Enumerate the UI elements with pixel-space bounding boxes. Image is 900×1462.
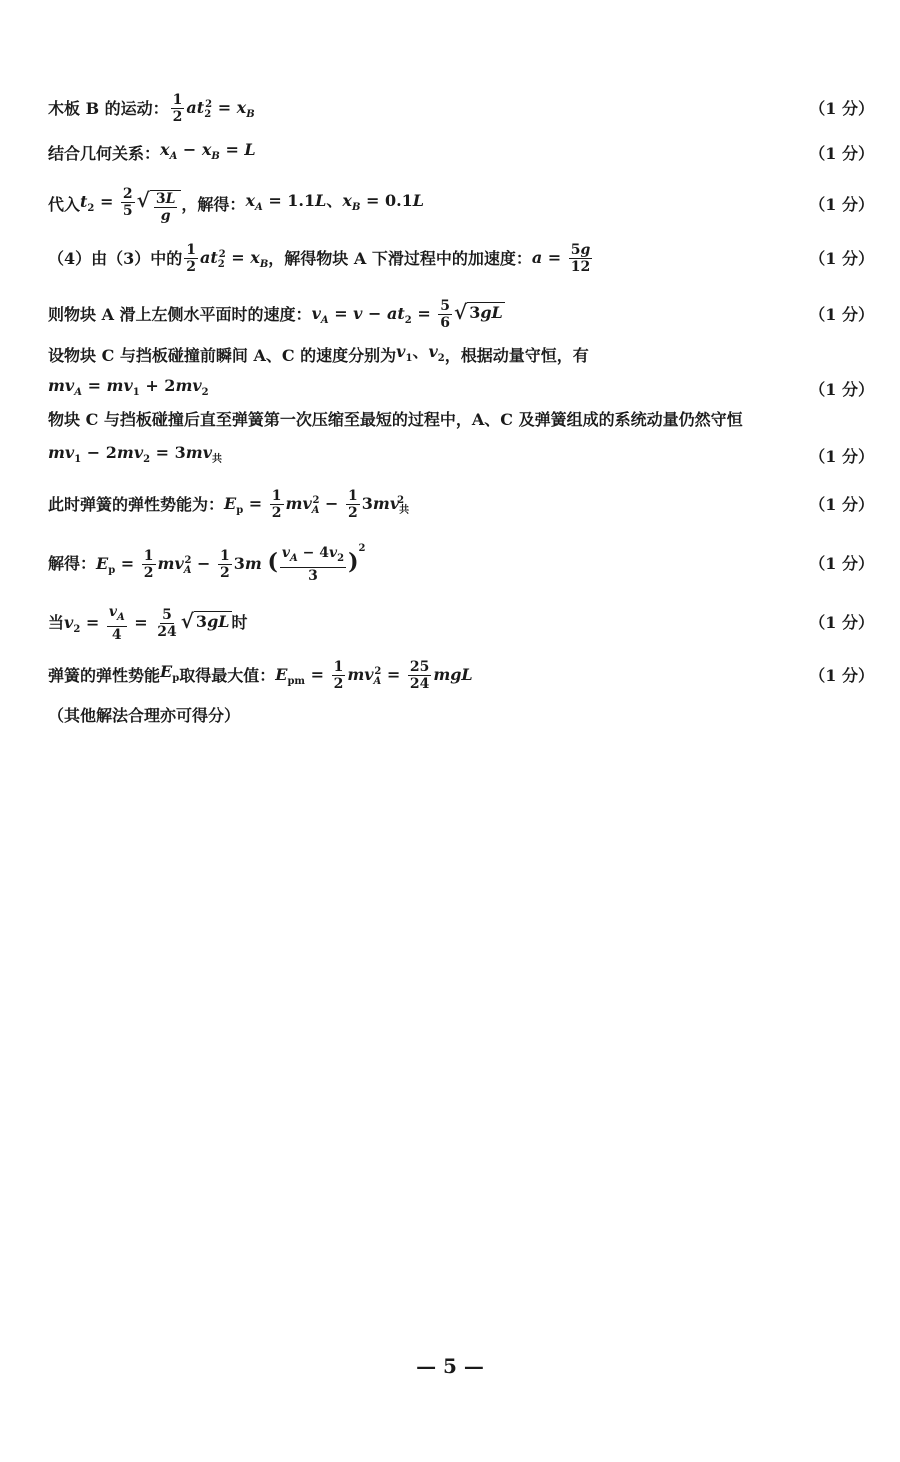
solution-line-10: [48, 488, 874, 521]
solution-line-6: [48, 342, 874, 369]
line-text: 解得：: [48, 554, 97, 574]
line-content: [48, 140, 256, 167]
solution-line-3: [48, 186, 874, 224]
line-text: 弹簧的弹性势能: [48, 665, 161, 685]
line-text: 取得最大值：: [179, 665, 276, 685]
formula: $x_A = 1.1L$、$x_B = 0.1L$: [245, 191, 425, 214]
solution-line-11: [48, 542, 874, 584]
formula: $E_p$ = $\frac{1}{2}$ $mv_A^2$ − $\frac{1}{2}$ $3mv_共^2$: [224, 488, 410, 521]
formula: $E_p$ = $\frac{1}{2}$ $mv_A^2$ − $\frac{1}{2}$ 3m ( $\frac{v_A - 4v_2}{3}$ )$^2$: [96, 542, 366, 584]
solution-line-4: [48, 242, 874, 275]
line-content: [48, 604, 248, 643]
line-text: 结合几何关系：: [48, 143, 161, 163]
score-label: （1 分）: [809, 195, 874, 214]
line-text: 此时弹簧的弹性势能为：: [48, 494, 225, 514]
line-text: 物块 C 与挡板碰撞后直至弹簧第一次压缩至最短的过程中，A、C 及弹簧组成的系统动量仍然守恒: [48, 410, 743, 429]
line-text: 时: [231, 613, 248, 633]
line-content: [48, 659, 473, 692]
formula: $v_A = v - at_2$ = $\frac{5}{6}$ √ 3gL: [311, 298, 503, 331]
formula: $v_2$ = $\frac{v_A}{4}$ = $\frac{5}{24}$ √ 3gL: [64, 604, 230, 643]
line-content: [48, 298, 505, 331]
line-content: [48, 410, 743, 430]
formula: $E_{pm}$ = $\frac{1}{2}$ $mv_A^2$ = $\frac{25}{24}$ mgL: [275, 659, 473, 692]
formula: $mv_A = mv_1 + 2mv_2$: [48, 376, 209, 399]
line-content: [48, 706, 240, 726]
solution-line-14: [48, 706, 874, 726]
score-label: （1 分）: [809, 143, 874, 163]
line-text: 当: [48, 613, 65, 633]
score-label: （1 分）: [809, 665, 874, 685]
solution-line-7: [48, 376, 874, 403]
line-content: [48, 488, 410, 521]
formula: $v_1$、$v_2$: [396, 342, 445, 365]
line-text: ，根据动量守恒，有: [444, 345, 589, 365]
line-text: （其他解法合理亦可得分）: [48, 706, 241, 725]
line-text: 设物块 C 与挡板碰撞前瞬间 A、C 的速度分别为: [48, 345, 397, 365]
score-label: （1 分）: [809, 248, 874, 268]
score-label: （1 分）: [809, 554, 874, 574]
solution-line-13: [48, 659, 874, 692]
formula: $x_A - x_B = L$: [160, 140, 256, 163]
formula: $t_2$ = $\frac{2}{5}$ √ $\frac{3L}{g}$: [80, 186, 181, 224]
line-text: ，解得物块 A 下滑过程中的加速度：: [268, 248, 532, 268]
score-label: （1 分）: [809, 494, 874, 514]
solution-line-2: [48, 140, 874, 167]
line-text: 代入: [48, 195, 81, 214]
line-content: [48, 242, 594, 275]
line-content: [48, 186, 424, 224]
solution-line-8: [48, 410, 874, 430]
score-label: （1 分）: [809, 613, 874, 633]
solution-line-9: [48, 443, 874, 470]
page-number: — 5 —: [416, 1354, 484, 1378]
formula: a = $\frac{5g}{12}$: [531, 242, 591, 276]
line-text: （4）由（3）中的: [48, 248, 183, 268]
formula: $\frac{1}{2}$ $at_2^2 = x_B$: [172, 92, 255, 125]
score-label: （1 分）: [809, 379, 874, 399]
solution-line-5: [48, 298, 874, 331]
line-content: [48, 542, 366, 584]
solution-line-12: [48, 604, 874, 643]
line-text: 则物块 A 滑上左侧水平面时的速度：: [48, 304, 312, 324]
formula: $\frac{1}{2}$ $at_2^2 = x_B$: [186, 242, 269, 275]
solution-line-1: [48, 92, 874, 125]
line-content: [48, 376, 209, 403]
score-label: （1 分）: [809, 98, 874, 118]
line-content: [48, 92, 255, 125]
formula: $E_p$: [160, 662, 180, 685]
line-content: [48, 443, 222, 470]
formula: $mv_1 - 2mv_2 = 3mv_共$: [48, 443, 223, 466]
score-label: （1 分）: [809, 304, 874, 324]
score-label: （1 分）: [809, 446, 874, 466]
line-text: ，解得：: [181, 195, 246, 214]
line-content: [48, 342, 589, 369]
line-text: 木板 B 的运动：: [48, 98, 169, 118]
